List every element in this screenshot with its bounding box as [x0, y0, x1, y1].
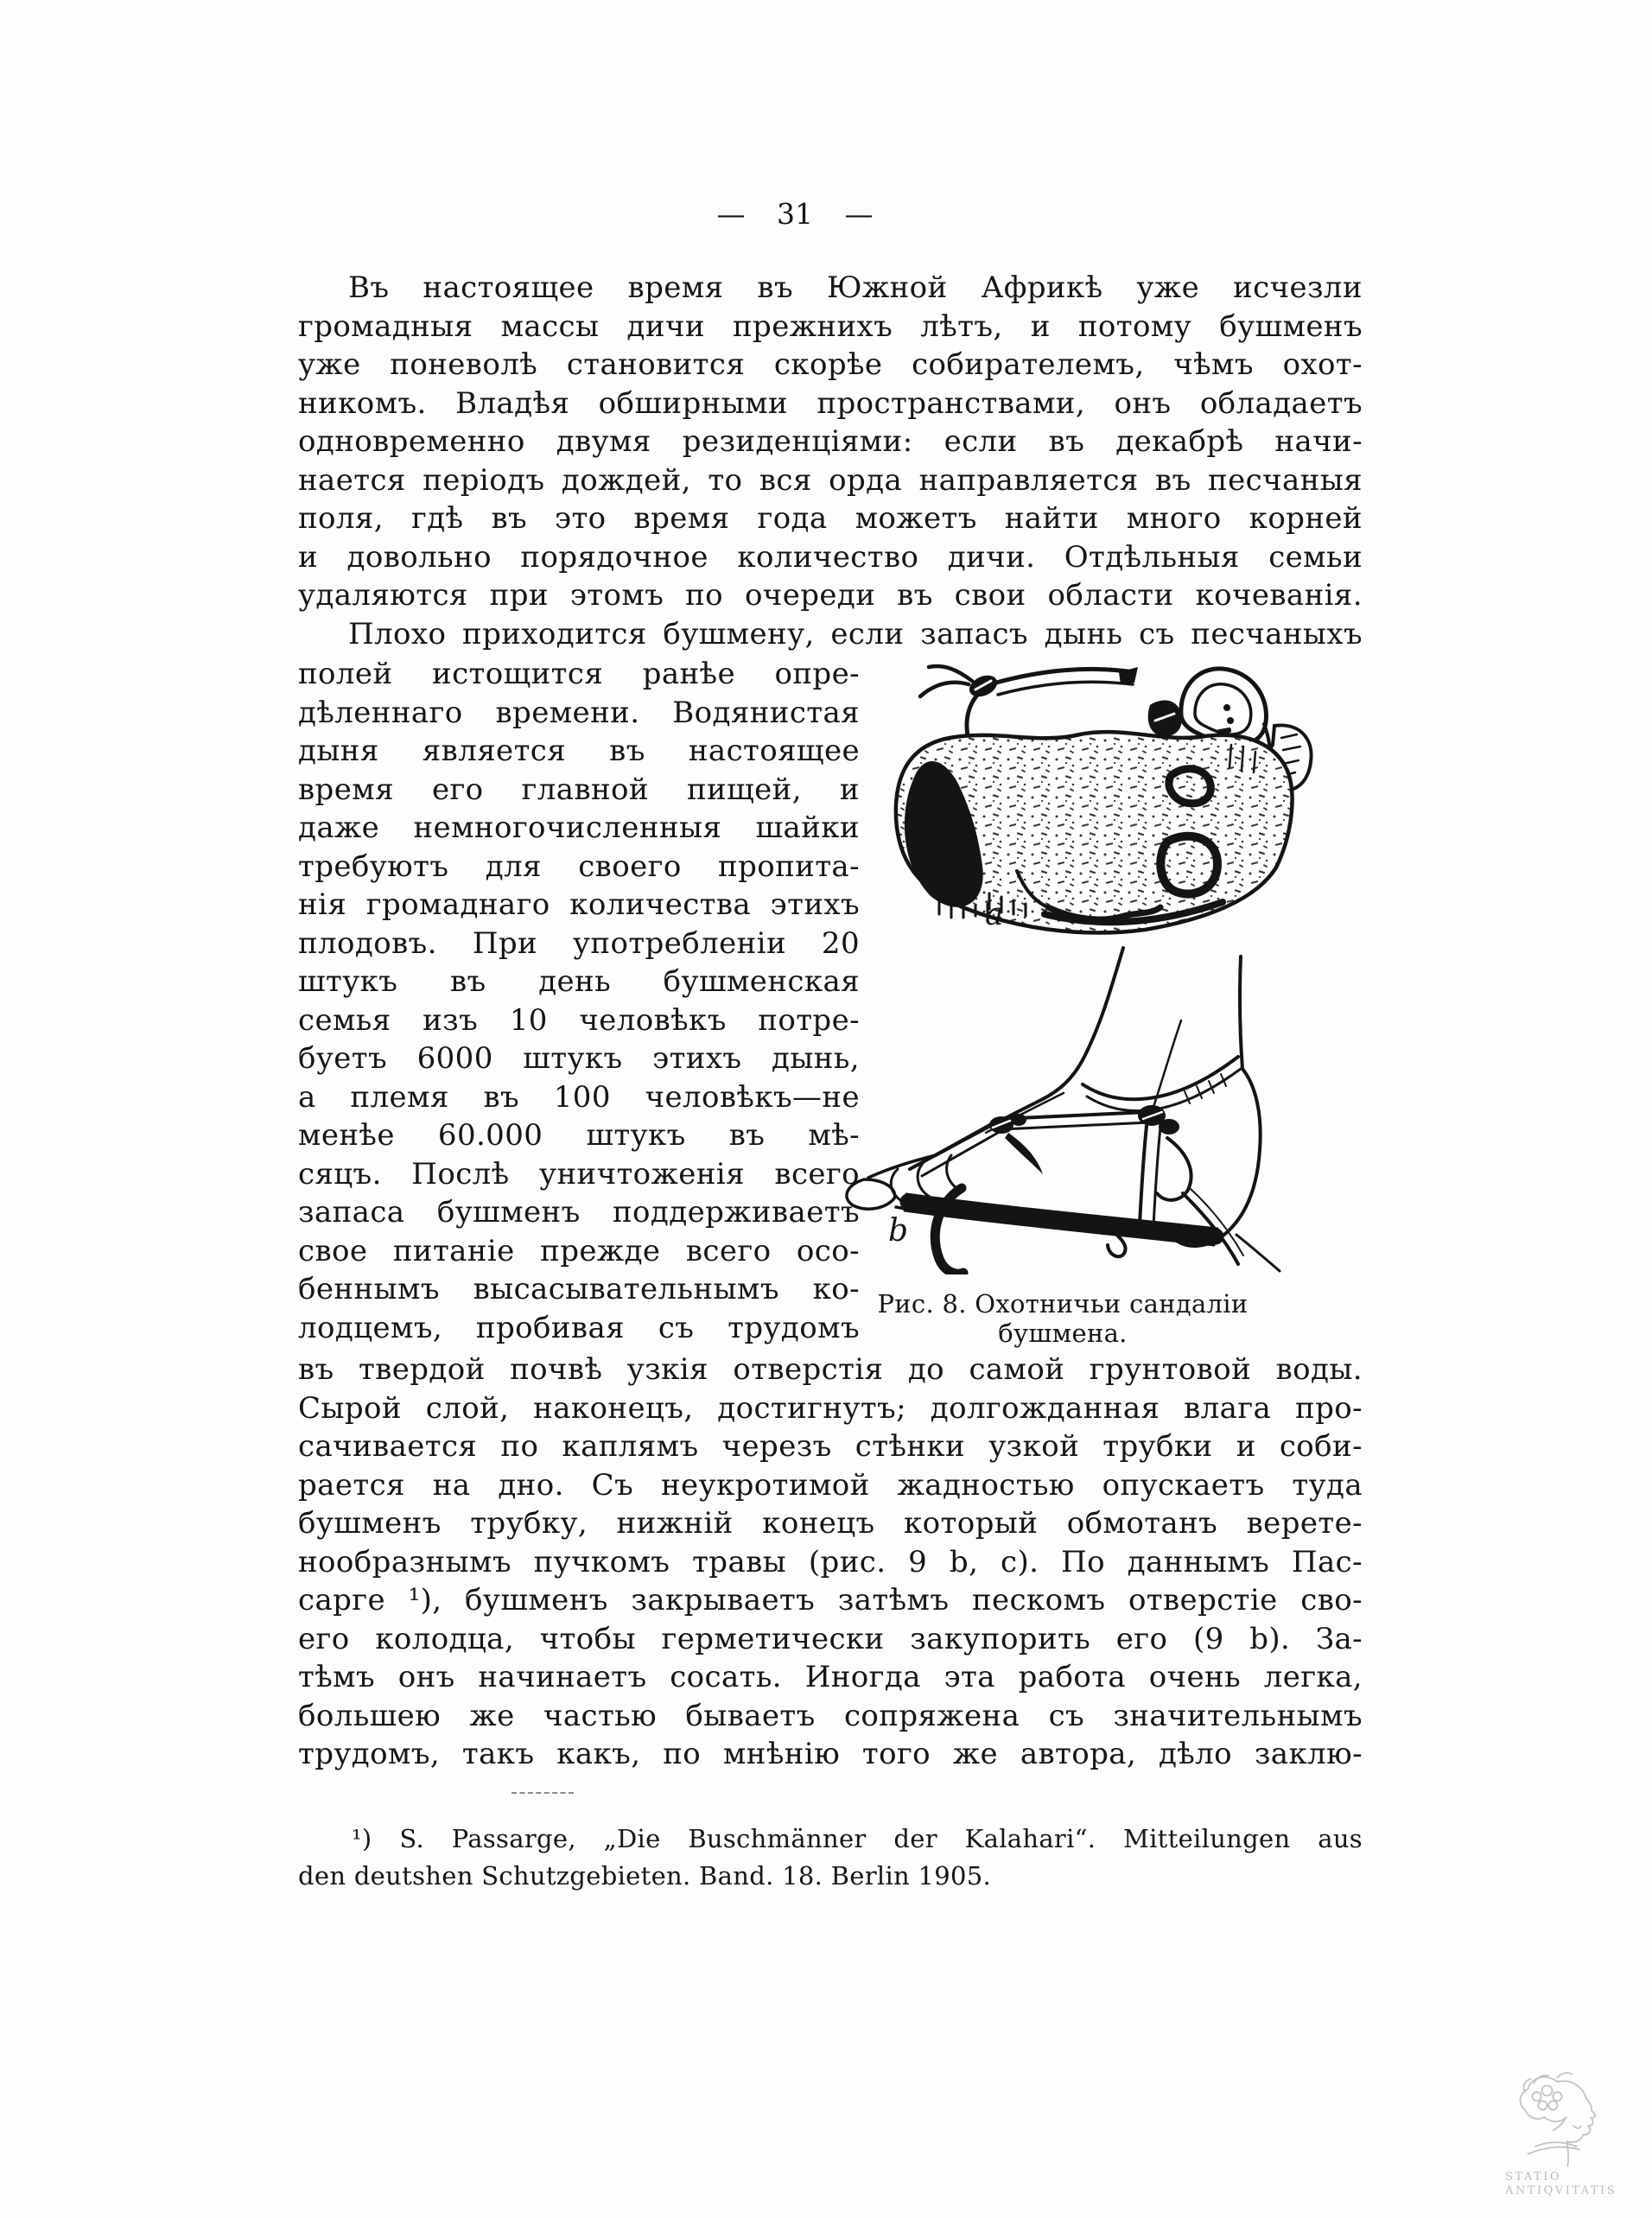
text-line: тѣмъ онъ начинаетъ сосать. Иногда эта работа очень легка, — [298, 1660, 1363, 1694]
text-line: громадныя массы дичи прежнихъ лѣтъ, и потому бушменъ — [298, 308, 1363, 344]
left-column — [298, 655, 860, 1347]
sandal-side-figure — [825, 937, 1391, 1274]
footnote-line: ¹) S. Passarge, „Die Buschmänner der Kalahari“. Mitteilungen aus — [352, 1824, 1363, 1853]
text-line: уже поневолѣ становится скорѣе собирателемъ, чѣмъ охот- — [298, 347, 1363, 382]
watermark-head-icon — [1505, 2058, 1635, 2169]
text-line: лодцемъ, пробивая съ трудомъ — [298, 1310, 860, 1345]
text-line: нается періодъ дождей, то вся орда направляется въ песчаныя — [298, 462, 1363, 498]
text-line: трудомъ, такъ какъ, по мнѣнію того же автора, дѣло заклю- — [298, 1737, 1363, 1771]
text-line: и довольно порядочное количество дичи. Отдѣльныя семьи — [298, 539, 1363, 575]
text-line: Сырой слой, наконецъ, достигнутъ; долгожданная влага про- — [298, 1390, 1363, 1426]
text-line: нообразнымъ пучкомъ травы (рис. 9 b, c). По даннымъ Пас- — [298, 1544, 1363, 1579]
text-line: сарге ¹), бушменъ закрываетъ затѣмъ пескомъ отверстіе сво- — [298, 1583, 1363, 1617]
text-line: бушменъ трубку, нижній конецъ который обмотанъ верете- — [298, 1506, 1363, 1541]
text-line: одновременно двумя резиденціями: если въ декабрѣ начи- — [298, 424, 1363, 459]
text-line: сачивается по каплямъ черезъ стѣнки узкой трубки и соби- — [298, 1429, 1363, 1464]
figure-label-b: b — [888, 1213, 909, 1249]
text-line: буетъ 6000 штукъ этихъ дынь, — [298, 1041, 860, 1076]
text-line: Въ настоящее время въ Южной Африкѣ уже исчезли — [348, 270, 1363, 305]
sandal-top-figure — [860, 641, 1388, 939]
text-line: свое питаніе прежде всего осо- — [298, 1233, 860, 1268]
text-line: дыня является въ настоящее — [298, 734, 860, 768]
text-line: удаляются при этомъ по очереди въ свои области кочеванія. — [298, 578, 1363, 613]
text-line: большею же частью бываетъ сопряжена съ значительнымъ — [298, 1698, 1363, 1733]
text-line: беннымъ высасывательнымъ ко- — [298, 1272, 860, 1306]
text-line: семья изъ 10 человѣкъ потре- — [298, 1002, 860, 1038]
text-line: полей истощится ранѣе опре- — [298, 657, 860, 691]
text-line: его колодца, чтобы герметически закупорить его (9 b). За- — [298, 1621, 1363, 1656]
text-line: дѣленнаго времени. Водянистая — [298, 695, 860, 730]
text-line: поля, гдѣ въ это время года можетъ найти много корней — [298, 501, 1363, 536]
text-line: даже немногочисленныя шайки — [298, 810, 860, 845]
text-line: никомъ. Владѣя обширными пространствами, онъ обладаетъ — [298, 385, 1363, 421]
text-line: штукъ въ день бушменская — [298, 964, 860, 999]
text-line: нія громаднаго количества этихъ — [298, 887, 860, 922]
footnote-line: den deutshen Schutzgebieten. Band. 18. Berlin 1905. — [298, 1861, 992, 1891]
watermark-text-line1: STATIO — [1505, 2170, 1562, 2183]
text-line: рается на дно. Съ неукротимой жадностью опускаетъ туда — [298, 1467, 1363, 1503]
watermark-text-line2: ANTIQVITATIS — [1505, 2184, 1617, 2197]
text-line: Плохо приходится бушмену, если запасъ дынь съ песчаныхъ — [348, 616, 1363, 651]
text-line: въ твердой почвѣ узкія отверстія до самой грунтовой воды. — [298, 1352, 1363, 1387]
page-number: — 31 — — [716, 197, 874, 231]
text-line: требуютъ для своего пропита- — [298, 848, 860, 884]
text-line: время его главной пищей, и — [298, 772, 860, 807]
footnote-separator — [511, 1792, 574, 1794]
figure-caption: Рис. 8. Охотничьи сандаліи бушмена. — [877, 1289, 1249, 1348]
text-line: плодовъ. При употребленіи 20 — [298, 925, 860, 961]
text-line: сяцъ. Послѣ уничтоженія всего — [298, 1156, 860, 1192]
figure-label-a: a — [985, 897, 1004, 932]
paragraph-bottom — [298, 1351, 1363, 1774]
text-line: запаса бушменъ поддерживаетъ — [298, 1195, 860, 1230]
watermark — [1505, 2058, 1652, 2198]
text-line: а племя въ 100 человѣкъ—не — [298, 1079, 860, 1115]
paragraph-top — [298, 269, 1363, 653]
text-line: менѣе 60.000 штукъ въ мѣ- — [298, 1118, 860, 1153]
footnote — [298, 1821, 1363, 1895]
